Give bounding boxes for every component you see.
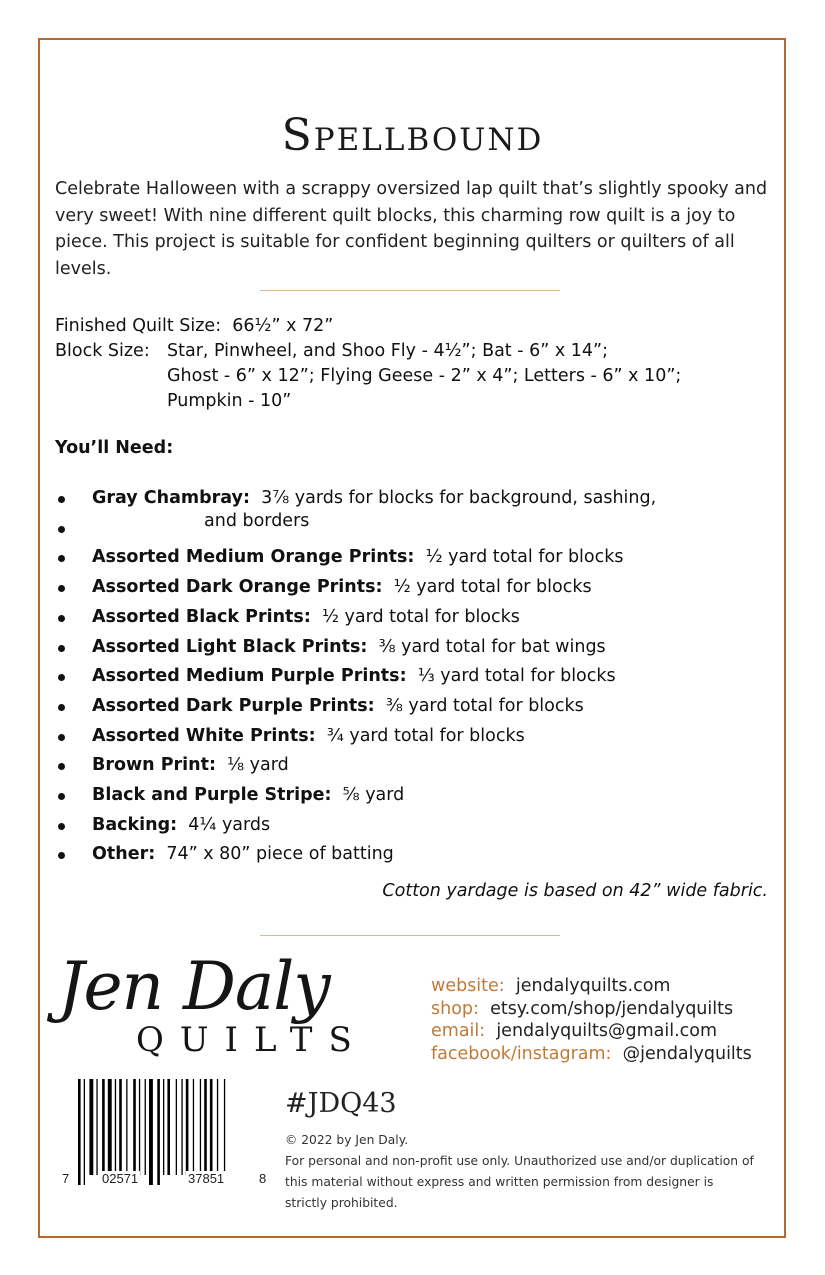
materials-list bbox=[55, 484, 656, 870]
barcode-group-2: 37851 bbox=[188, 1171, 225, 1186]
finished-size-row bbox=[55, 314, 681, 339]
material-desc: 4¼ yards bbox=[188, 814, 271, 835]
contact-label: email: bbox=[431, 1021, 486, 1041]
barcode-bar bbox=[102, 1079, 105, 1175]
material-name: Assorted White Prints: bbox=[92, 725, 316, 746]
material-desc: ⅜ yard total for blocks bbox=[385, 695, 584, 716]
email-link[interactable]: jendalyquilts@gmail.com bbox=[496, 1021, 718, 1041]
contact-shop bbox=[431, 998, 752, 1021]
shop-link[interactable]: etsy.com/shop/jendalyquilts bbox=[490, 998, 734, 1019]
barcode-group-1: 02571 bbox=[102, 1171, 139, 1186]
barcode-digit-start: 7 bbox=[62, 1171, 70, 1186]
finished-size-value: 66½” x 72” bbox=[232, 316, 334, 336]
usage-terms: For personal and non-profit use only. Unauthorized use and/or duplication of this material without express and written permission from designer is strictly prohibited. bbox=[285, 1154, 754, 1210]
material-item bbox=[55, 662, 656, 692]
pattern-sku: #JDQ43 bbox=[285, 1088, 397, 1119]
legal-block bbox=[285, 1130, 755, 1214]
material-item bbox=[55, 603, 656, 633]
pattern-title: Spellbound bbox=[281, 110, 544, 161]
barcode-bar bbox=[145, 1079, 146, 1175]
material-item bbox=[55, 722, 656, 752]
material-name: Assorted Black Prints: bbox=[92, 606, 311, 627]
barcode-bar bbox=[186, 1079, 189, 1175]
material-name: Assorted Medium Orange Prints: bbox=[92, 547, 415, 568]
material-desc: ⅜ yard total for bat wings bbox=[378, 636, 606, 657]
barcode-bar bbox=[193, 1079, 194, 1175]
barcode-bar bbox=[217, 1079, 218, 1175]
material-name: Backing: bbox=[92, 814, 178, 835]
contact-label: shop: bbox=[431, 998, 479, 1019]
material-desc: ½ yard total for blocks bbox=[393, 577, 592, 598]
material-desc: ½ yard total for blocks bbox=[321, 606, 520, 627]
barcode-bar bbox=[149, 1079, 153, 1185]
block-size-line1: Star, Pinwheel, and Shoo Fly - 4½”; Bat - 6” x 14”; bbox=[167, 341, 609, 361]
intro-paragraph: Celebrate Halloween with a scrappy oversized lap quilt that’s slightly spooky and very sweet! With nine different quilt blocks, this charming row quilt is a joy to piece. This project is suitable for confident beginning quilters or quilters of all levels. bbox=[55, 179, 768, 279]
logo-word: QUILTS bbox=[136, 1020, 368, 1060]
contact-label: website: bbox=[431, 976, 505, 996]
barcode-bar bbox=[167, 1079, 170, 1175]
barcode-bar bbox=[210, 1079, 213, 1175]
block-size-label: Block Size: bbox=[55, 341, 150, 361]
barcode-bar bbox=[89, 1079, 93, 1175]
barcode-bar bbox=[176, 1079, 177, 1175]
barcode-bar bbox=[96, 1079, 97, 1175]
copyright-text: © 2022 by Jen Daly. bbox=[285, 1133, 409, 1147]
brand-logo bbox=[58, 948, 418, 1068]
material-desc: ⅓ yard total for blocks bbox=[417, 666, 616, 687]
finished-size-label: Finished Quilt Size: bbox=[55, 316, 222, 336]
material-name: Assorted Dark Purple Prints: bbox=[92, 695, 375, 716]
barcode-bar bbox=[119, 1079, 122, 1175]
material-desc: 3⅞ yards for blocks for background, sashing, bbox=[261, 488, 657, 508]
material-name: Assorted Light Black Prints: bbox=[92, 636, 368, 657]
material-desc: 74” x 80” piece of batting bbox=[166, 844, 394, 865]
divider-top bbox=[260, 290, 560, 291]
barcode-bar bbox=[157, 1079, 160, 1185]
barcode-bar bbox=[126, 1079, 127, 1175]
material-name: Black and Purple Stripe: bbox=[92, 785, 332, 806]
yardage-note: Cotton yardage is based on 42” wide fabric. bbox=[382, 881, 768, 901]
barcode-bar bbox=[200, 1079, 201, 1175]
contact-website bbox=[431, 975, 752, 998]
material-item bbox=[55, 692, 656, 722]
website-link[interactable]: jendalyquilts.com bbox=[515, 976, 671, 996]
barcode-bar bbox=[139, 1079, 140, 1175]
material-item bbox=[55, 840, 656, 870]
barcode bbox=[62, 1079, 267, 1189]
social-handle[interactable]: @jendalyquilts bbox=[622, 1043, 752, 1064]
material-item bbox=[55, 573, 656, 603]
barcode-bar bbox=[78, 1079, 81, 1185]
barcode-bar bbox=[163, 1079, 164, 1175]
specs bbox=[55, 314, 681, 414]
block-size-line2: Ghost - 6” x 12”; Flying Geese - 2” x 4”; Letters - 6” x 10”; bbox=[167, 366, 682, 386]
barcode-bar bbox=[224, 1079, 225, 1185]
barcode-digit-end: 8 bbox=[259, 1171, 267, 1186]
barcode-bar bbox=[108, 1079, 112, 1175]
material-name: Other: bbox=[92, 844, 156, 865]
barcode-bar bbox=[115, 1079, 116, 1175]
material-item bbox=[55, 484, 656, 514]
material-item bbox=[55, 633, 656, 663]
material-name: Assorted Dark Orange Prints: bbox=[92, 577, 383, 598]
material-desc: ⅛ yard bbox=[227, 755, 289, 776]
barcode-bar bbox=[181, 1079, 182, 1175]
material-item bbox=[55, 751, 656, 781]
barcode-bar bbox=[84, 1079, 85, 1185]
barcode-bar bbox=[204, 1079, 207, 1175]
material-name: Assorted Medium Purple Prints: bbox=[92, 666, 407, 687]
material-desc-cont: and borders bbox=[204, 510, 310, 531]
contact-info bbox=[431, 975, 752, 1065]
barcode-bar bbox=[133, 1079, 136, 1175]
logo-script-text: Jen Daly bbox=[58, 948, 330, 1025]
material-name: Gray Chambray: bbox=[92, 488, 250, 508]
contact-social bbox=[431, 1043, 752, 1066]
needs-heading: You’ll Need: bbox=[55, 438, 174, 458]
material-desc: ½ yard total for blocks bbox=[425, 547, 624, 568]
contact-label: facebook/instagram: bbox=[431, 1043, 612, 1064]
material-name: Brown Print: bbox=[92, 755, 216, 776]
material-item bbox=[55, 811, 656, 841]
material-item-continued bbox=[55, 510, 656, 544]
material-desc: ⅝ yard bbox=[342, 785, 405, 806]
divider-bottom bbox=[260, 935, 560, 936]
block-size-row bbox=[55, 339, 681, 364]
material-item bbox=[55, 781, 656, 811]
material-item bbox=[55, 543, 656, 573]
block-size-line3: Pumpkin - 10” bbox=[167, 391, 292, 411]
contact-email bbox=[431, 1020, 752, 1043]
material-desc: ¾ yard total for blocks bbox=[326, 725, 525, 746]
